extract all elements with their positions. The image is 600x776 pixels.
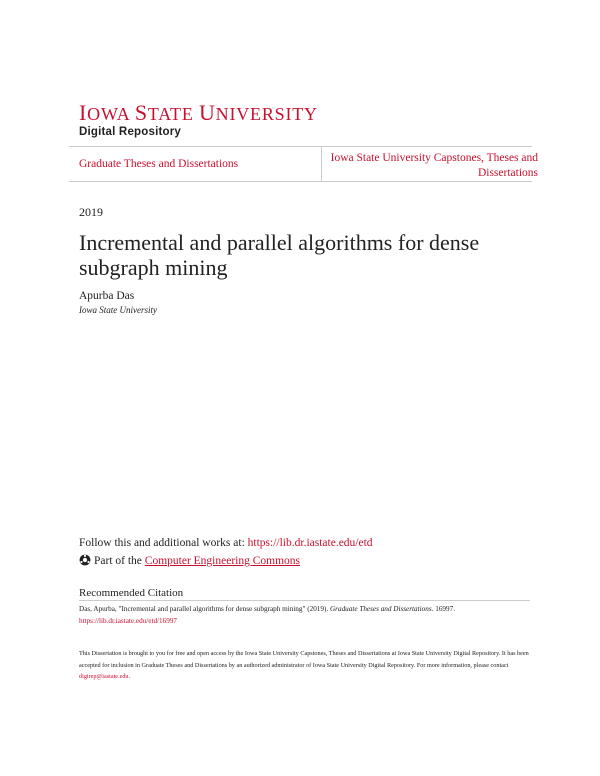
notice-text: This Dissertation is brought to you for free and open access by the Iowa State University Capstones, Theses and Dissertations at Iowa State University Digital Repository. It has been accepted for inclusion in Graduate Theses and Dissertations by an authorized administrator of Iowa State University Digital Repository. For more information, please contact — [79, 650, 529, 669]
etd-link[interactable]: https://lib.dr.iastate.edu/etd — [247, 537, 373, 549]
recommended-citation — [79, 603, 529, 627]
author-affiliation: Iowa State University — [79, 305, 157, 315]
contact-email-link[interactable]: digirep@iastate.edu — [79, 673, 129, 680]
university-logo[interactable] — [79, 100, 318, 138]
publication-year: 2019 — [79, 205, 103, 219]
header-rule-top — [69, 146, 532, 147]
header-divider — [321, 146, 322, 181]
part-of-line — [79, 554, 300, 569]
recommended-citation-heading: Recommended Citation — [79, 587, 184, 599]
commons-network-icon — [79, 554, 91, 569]
notice-end: . — [128, 673, 131, 680]
part-of-text: Part of the — [94, 555, 145, 567]
follow-text: Follow this and additional works at: — [79, 537, 248, 549]
logo-repository: Digital Repository — [79, 126, 182, 138]
header-rule-bottom — [69, 181, 532, 182]
citation-text: Das, Apurba, "Incremental and parallel algorithms for dense subgraph mining" (2019). — [79, 605, 330, 613]
author-name: Apurba Das — [79, 290, 135, 302]
graduate-theses-link[interactable]: Graduate Theses and Dissertations — [79, 158, 239, 170]
access-notice — [79, 648, 531, 683]
follow-line — [79, 537, 373, 549]
citation-series: Graduate Theses and Dissertations — [329, 605, 432, 613]
computer-engineering-commons-link[interactable]: Computer Engineering Commons — [144, 555, 301, 567]
citation-number: . 16997. — [431, 605, 455, 613]
recommended-citation-rule — [79, 600, 530, 601]
logo-wordmark: IOWA STATE UNIVERSITY — [79, 100, 318, 125]
document-title: Incremental and parallel algorithms for dense subgraph mining — [79, 230, 480, 280]
citation-url-link[interactable]: https://lib.dr.iastate.edu/etd/16997 — [79, 617, 178, 625]
capstones-link[interactable]: Iowa State University Capstones, Theses and Dissertations — [330, 152, 538, 179]
